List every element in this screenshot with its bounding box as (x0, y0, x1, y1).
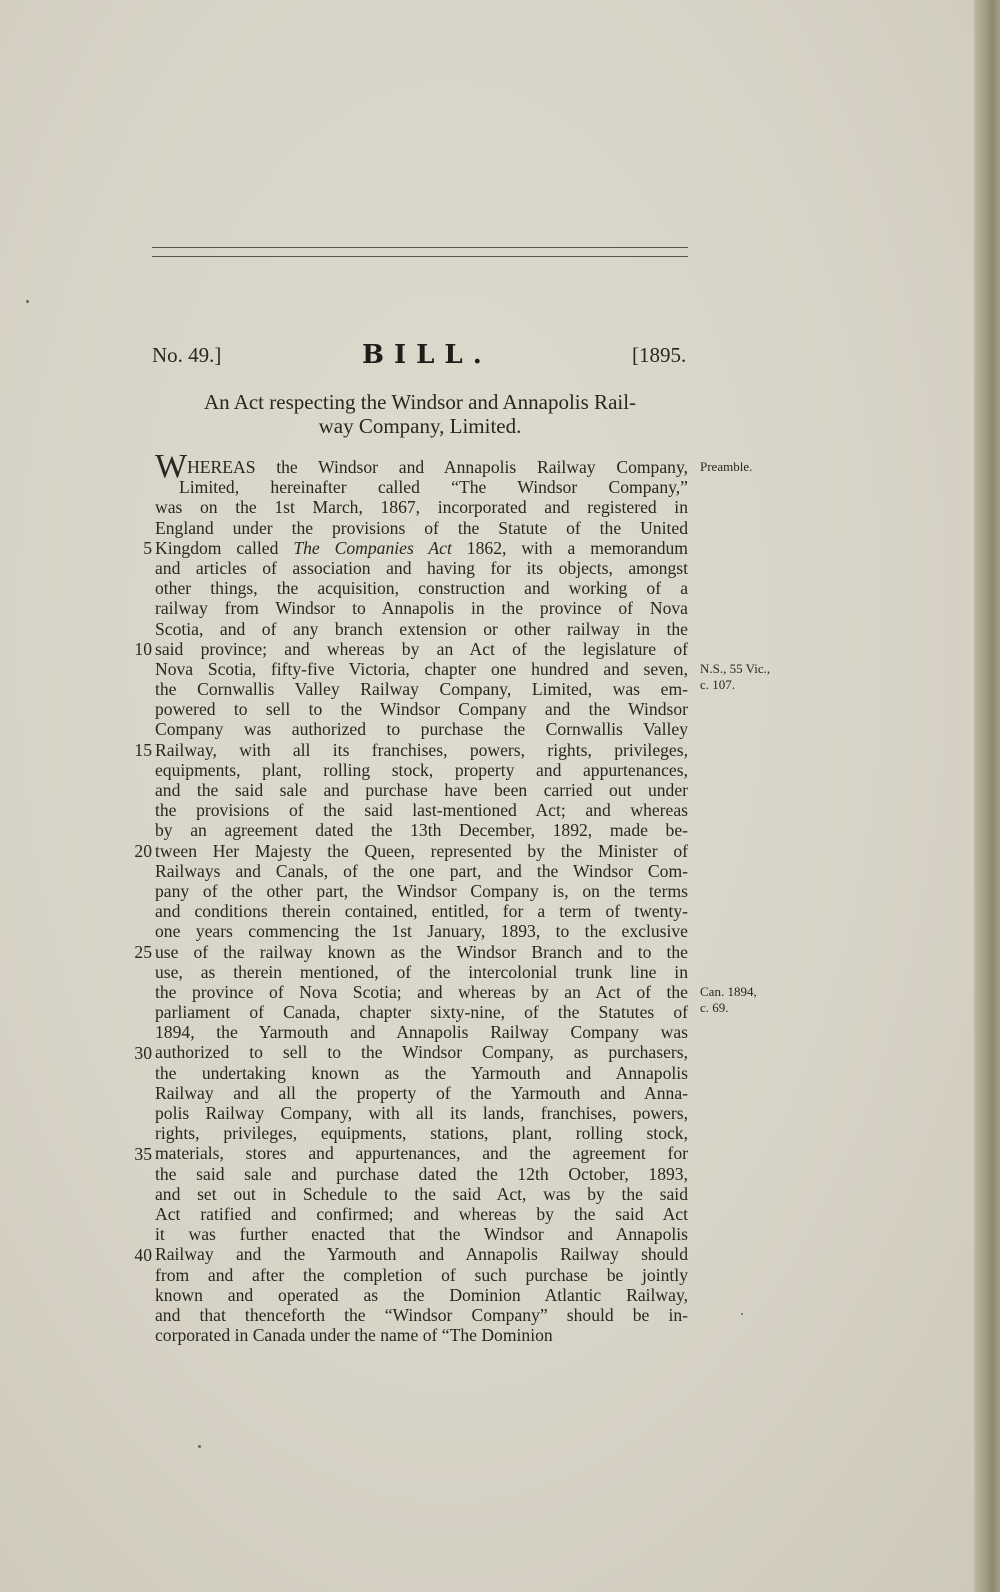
drop-cap: W (155, 448, 188, 485)
text-line: and articles of association and having for its objects, amongst (155, 557, 688, 578)
line-number: 25 (134, 942, 152, 962)
act-title-line-2: way Company, Limited. (318, 414, 522, 438)
text-line: by an agreement dated the 13th December, 1892, made be- (155, 820, 688, 841)
line-number: 15 (134, 740, 152, 760)
text-line: Scotia, and of any branch extension or other railway in the (155, 618, 688, 639)
text-line: and conditions therein contained, entitled, for a term of twenty- (155, 901, 688, 922)
text-line: Act ratified and confirmed; and whereas by the said Act (155, 1203, 688, 1224)
line-number: 40 (134, 1245, 152, 1265)
preamble-text (155, 448, 688, 1346)
text-line: WHEREAS the Windsor and Annapolis Railway Company, (155, 448, 688, 485)
text-line: from and after the completion of such purchase be jointly (155, 1264, 688, 1285)
text-line: Railway, with all its franchises, powers, rights, privileges, (155, 739, 688, 760)
line-number: 30 (134, 1043, 152, 1063)
header-rule-top (152, 247, 688, 248)
text-line: authorized to sell to the Windsor Company, as purchasers, (155, 1042, 688, 1063)
text-line: one years commencing the 1st January, 1893, to the exclusive (155, 921, 688, 942)
line-number: 20 (134, 841, 152, 861)
text-line: the provisions of the said last-mentioned Act; and whereas (155, 800, 688, 821)
paper-speck (26, 300, 29, 303)
text-line: Kingdom called The Companies Act 1862, with a memorandum (155, 537, 688, 558)
text-line: materials, stores and appurtenances, and the agreement for (155, 1143, 688, 1164)
text-line: use, as therein mentioned, of the intercolonial trunk line in (155, 961, 688, 982)
bill-year: [1895. (632, 343, 687, 367)
text-line: and that thenceforth the “Windsor Company” should be in- (155, 1304, 688, 1325)
text-line: equipments, plant, rolling stock, property and appurtenances, (155, 759, 688, 780)
text-line: 1894, the Yarmouth and Annapolis Railway Company was (155, 1022, 688, 1043)
act-title-line-1: An Act respecting the Windsor and Annapolis Rail- (203, 390, 637, 414)
line-number: 35 (134, 1144, 152, 1164)
text-line: Limited, hereinafter called “The Windsor Company,” (179, 477, 688, 498)
text-line: known and operated as the Dominion Atlantic Railway, (155, 1284, 688, 1305)
text-line: Nova Scotia, fifty-five Victoria, chapter one hundred and seven, (155, 658, 688, 679)
page-edge (974, 0, 976, 1592)
text-line: tween Her Majesty the Queen, represented by the Minister of (155, 840, 688, 861)
paper-speck (198, 1445, 201, 1448)
paper-speck (741, 1313, 743, 1315)
margin-note-preamble: Preamble. (700, 459, 753, 474)
text-line: use of the railway known as the Windsor Branch and to the (155, 941, 688, 962)
text-line: rights, privileges, equipments, stations, plant, rolling stock, (155, 1123, 688, 1144)
text-line: and the said sale and purchase have been carried out under (155, 780, 688, 800)
text-line: England under the provisions of the Statute of the United (155, 517, 688, 538)
text-line: and set out in Schedule to the said Act, was by the said (155, 1183, 688, 1204)
text-line: it was further enacted that the Windsor and Annapolis (155, 1224, 688, 1245)
text-line: said province; and whereas by an Act of the legislature of (155, 638, 688, 659)
book-spine (976, 0, 1000, 1592)
text-line: Company was authorized to purchase the Cornwallis Valley (155, 719, 688, 740)
text-line: the Cornwallis Valley Railway Company, Limited, was em- (155, 679, 688, 700)
text-line: pany of the other part, the Windsor Company is, on the terms (155, 880, 688, 901)
text-line: was on the 1st March, 1867, incorporated and registered in (155, 497, 688, 518)
text-line: railway from Windsor to Annapolis in the province of Nova (155, 598, 688, 619)
line-number: 5 (143, 538, 152, 558)
header-rule-bottom (152, 256, 688, 257)
act-title (150, 390, 690, 438)
text-line: the province of Nova Scotia; and whereas by an Act of the (155, 981, 688, 1002)
text-line: Railway and all the property of the Yarmouth and Anna- (155, 1082, 688, 1103)
text-line: polis Railway Company, with all its lands, franchises, powers, (155, 1103, 688, 1123)
margin-note-can-ref-1: Can. 1894, (700, 984, 757, 999)
text-line: parliament of Canada, chapter sixty-nine, of the Statutes of (155, 1002, 688, 1023)
text-line: corporated in Canada under the name of “The Dominion (155, 1325, 553, 1346)
line-number: 10 (134, 639, 152, 659)
text-line: Railway and the Yarmouth and Annapolis Railway should (155, 1244, 688, 1265)
text-line: the undertaking known as the Yarmouth and Annapolis (155, 1062, 688, 1083)
bill-heading: BILL. (362, 340, 492, 370)
margin-note-can-ref-2: c. 69. (700, 1000, 729, 1015)
text-line: Railways and Canals, of the one part, and the Windsor Com- (155, 860, 688, 881)
text-line: other things, the acquisition, construction and working of a (155, 578, 688, 599)
text-line: powered to sell to the Windsor Company and the Windsor (155, 699, 688, 720)
margin-note-ns-ref-2: c. 107. (700, 677, 736, 692)
bill-number: No. 49.] (152, 343, 222, 367)
margin-note-ns-ref-1: N.S., 55 Vic., (700, 661, 771, 676)
text-line: the said sale and purchase dated the 12th October, 1893, (155, 1163, 688, 1184)
act-name-italic: The Companies Act (293, 537, 452, 558)
